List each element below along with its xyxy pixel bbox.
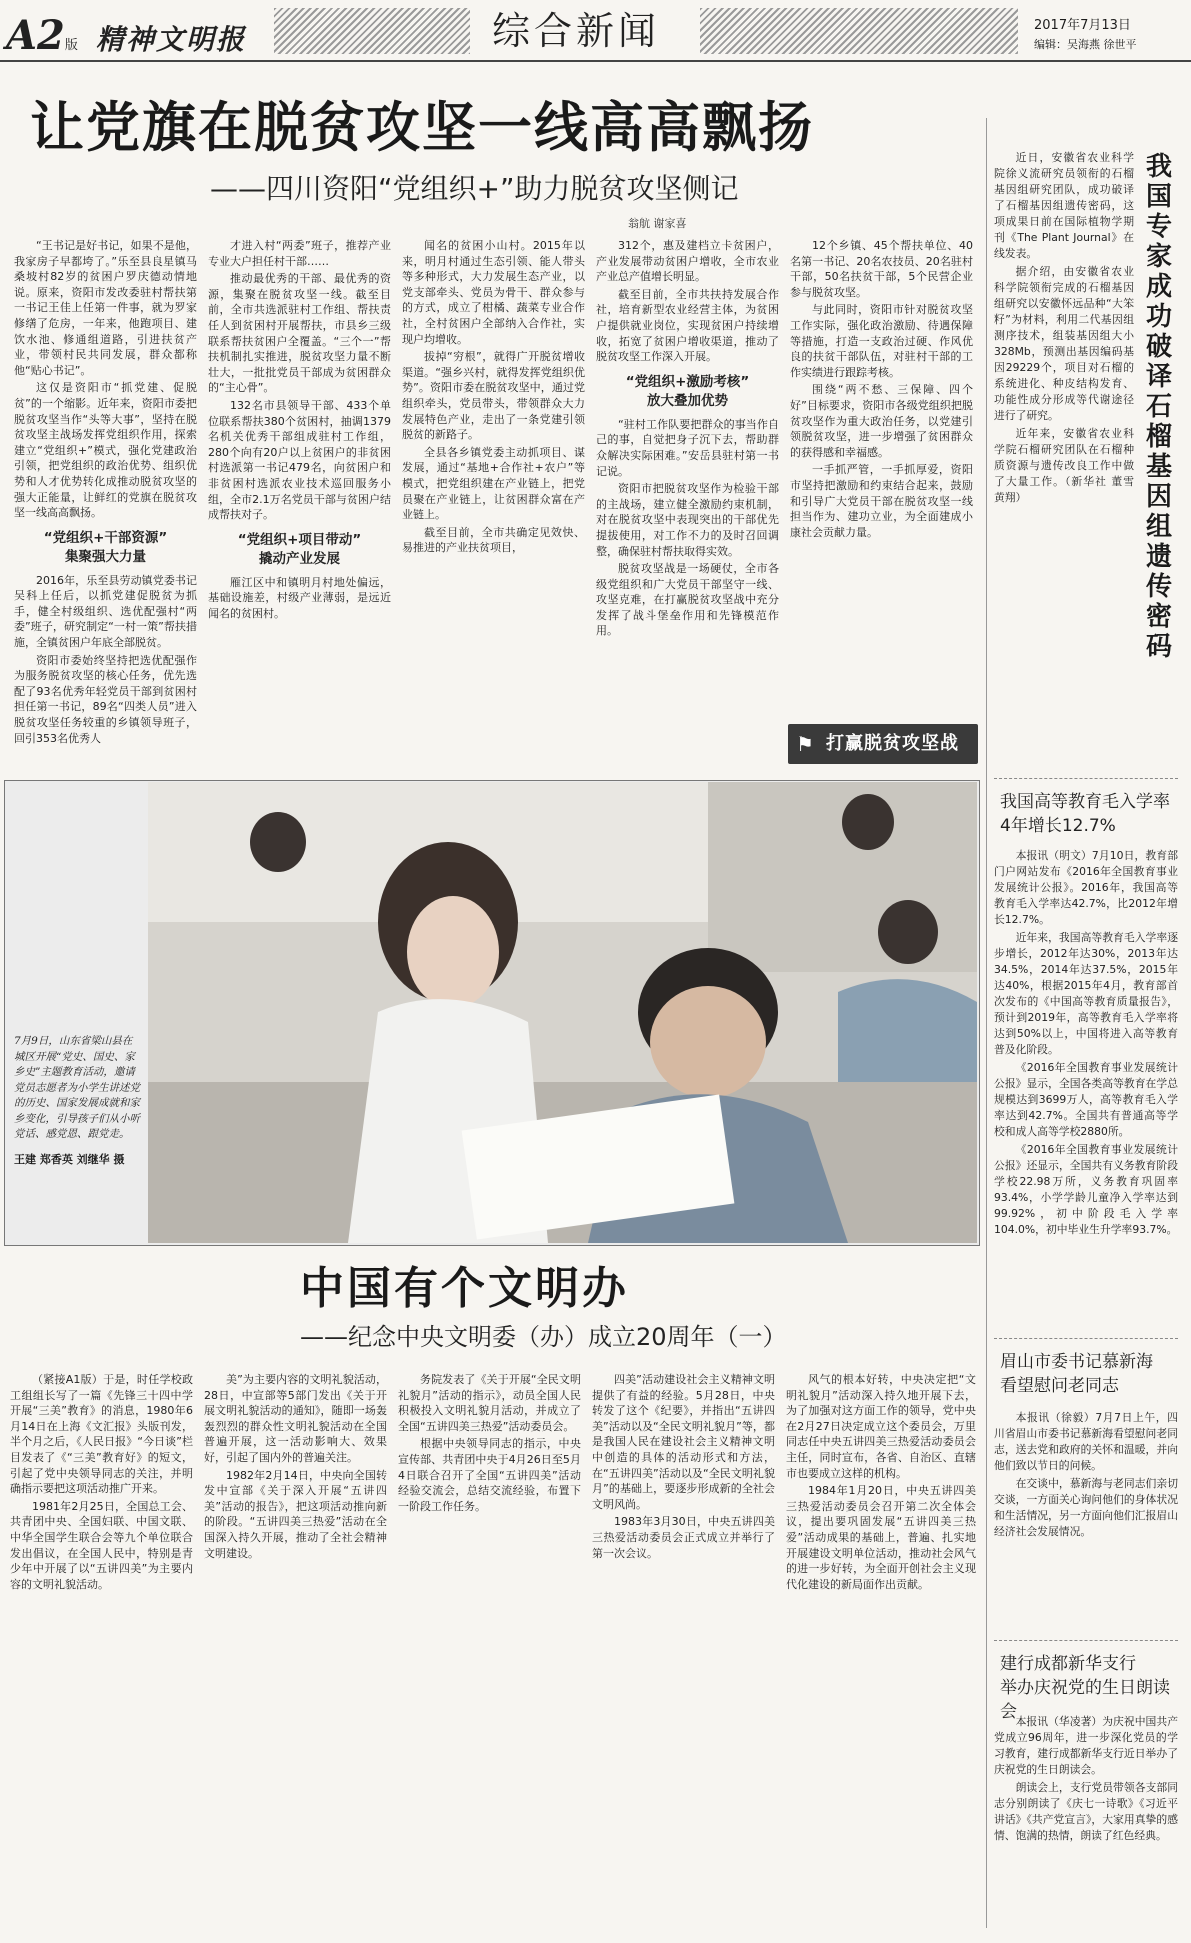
sidebar-divider — [986, 118, 987, 1928]
feature-subhead: ——纪念中央文明委（办）成立20周年（一） — [300, 1323, 787, 1351]
feature-column-4 — [592, 1372, 775, 1932]
lead-subhead: ——四川资阳“党组织+”助力脱贫攻坚侧记 — [210, 172, 739, 205]
paragraph: 推动最优秀的干部、最优秀的资源，集聚在脱贫攻坚一线。截至目前，全市共选派驻村工作组、帮扶责任人到贫困村开展帮扶，市县乡三级联系帮扶贫困户全覆盖。“三个一”帮扶机制扎实推进，脱贫攻坚力量不断壮大，一批批党员干部成为贫困群众的“主心骨”。 — [208, 272, 391, 395]
sidebar-title-1: 我国专家成功破译石榴基因组遗传密码 — [1146, 152, 1173, 662]
sidebar-title-3: 眉山市委书记慕新海 看望慰问老同志 — [1000, 1352, 1153, 1396]
paragraph: 美”为主要内容的文明礼貌活动，28日，中宣部等5部门发出《关于开展文明礼貌活动的通知》，随即一场轰轰烈烈的群众性文明礼貌活动在全国普遍开展，这一活动影响大、效果好，引起了国内外的普遍关注。 — [204, 1373, 387, 1464]
paragraph: 2016年，乐至县劳动镇党委书记吴科上任后，以抓党建促脱贫为抓手，健全村级组织、选优配强村“两委”班子，研究制定“一村一策”帮扶措施，全镇贫困户年底全部脱贫。 — [14, 573, 197, 650]
paragraph: 资阳市委始终坚持把选优配强作为服务脱贫攻坚的核心任务，优先选配了93名优秀年轻党员干部到贫困村担任第一书记，89名“四类人员”进入脱贫攻坚任务较重的乡镇领导班子，回引353名优秀人 — [14, 653, 197, 745]
sidebar-story-4 — [994, 1714, 1178, 1930]
paragraph: 这仅是资阳市“抓党建、促脱贫”的一个缩影。近年来，资阳市委把脱贫攻坚当作“头等大事”，坚持在脱贫攻坚主战场发挥党组织作用，探索建立“党组织+”模式，强化党建政治引领，把党组织的政治优势、组织优势和人才优势转化成推动脱贫攻坚的强大正能量，让鲜红的党旗在脱贫攻坚一线高高飘扬。 — [14, 381, 197, 520]
paragraph: 近年来，安徽省农业科学院石榴研究团队在石榴种质资源与遗传改良工作中做了大量工作。（新华社 董雪 黄翔） — [994, 427, 1134, 504]
paragraph: 雁江区中和镇明月村地处偏远，基础设施差，村级产业薄弱，是远近闻名的贫困村。 — [208, 575, 391, 620]
lead-byline: 翁航 谢家喜 — [628, 217, 687, 230]
photo-caption-block — [14, 1034, 140, 1234]
paragraph: 1982年2月14日，中央向全国转发中宣部《关于深入开展“五讲四美”活动的报告》，把这项活动推向新的阶段。“五讲四美三热爱”活动在全国深入持久开展，推动了全社会精神文明建设。 — [204, 1468, 387, 1560]
paragraph: 132名市县领导干部、433个单位联系帮扶380个贫困村，抽调1379名机关优秀干部组成驻村工作组，280个向有20户以上贫困户的非贫困村选派第一书记479名，向贫困户和非贫困村选派农业技术巡回服务小组，全市2.1万名党员干部与贫困户结成帮扶对子。 — [208, 398, 391, 522]
paragraph: 全县各乡镇党委主动抓项目、谋发展，通过“基地+合作社+农户”等模式，把党组织建在产业链上，把党员聚在产业链上，让贫困群众富在产业链上。 — [402, 445, 585, 522]
masthead — [0, 0, 1191, 70]
sidebar-story-1 — [994, 150, 1134, 768]
section-subhead: “党组织+干部资源” 集聚强大力量 — [43, 529, 168, 565]
paragraph: 《2016年全国教育事业发展统计公报》还显示，全国共有义务教育阶段学校22.98万所，义务教育巩固率93.4%，小学学龄儿童净入学率达到99.92%，初中阶段毛入学率104.0%，初中毕业生升学率93.7%。 — [994, 1143, 1178, 1236]
lead-headline: 让党旗在脱贫攻坚一线高高飘扬 — [30, 96, 814, 159]
sidebar-separator — [994, 778, 1178, 779]
paragraph: 据介绍，由安徽省农业科学院领衔完成的石榴基因组研究以安徽怀远品种“大笨籽”为材料，利用二代基因组测序技术，组装基因组大小328Mb，预测出基因编码基因29229个，项目对石榴的系统进化、种皮结构发育、功能性成分形成等代谢途径进行了研究。 — [994, 265, 1134, 422]
paragraph: 才进入村“两委”班子，推荐产业专业大户担任村干部…… — [208, 239, 391, 268]
paragraph: （紧接A1版）于是，时任学校政工组组长写了一篇《先锋三十四中学开展“三美”教育》的消息，1980年6月14日在上海《文汇报》头版刊发，半个月之后，《人民日报》“今日谈”栏目发表了《“三美”教育好》的短文，引起了党中央领导同志的关注，并明确指示要把这项活动推广开来。 — [10, 1373, 193, 1496]
section-subhead: “党组织+项目带动” 撬动产业发展 — [237, 531, 362, 567]
sidebar-separator — [994, 1640, 1178, 1641]
feature-column-2 — [204, 1372, 387, 1932]
masthead-rule — [0, 60, 1191, 62]
feature-column-5 — [786, 1372, 976, 1932]
sidebar-title-2: 我国高等教育毛入学率 4年增长12.7% — [1000, 792, 1170, 836]
lead-column-4 — [596, 238, 779, 768]
paragraph: 本报讯（徐毅）7月7日上午，四川省眉山市委书记慕新海看望慰问老同志，送去党和政府的关怀和温暖，并向他们致以节日的问候。 — [994, 1411, 1178, 1472]
feature-headline: 中国有个文明办 — [300, 1263, 629, 1314]
page-editors: 编辑：吴海燕 徐世平 — [1034, 38, 1137, 51]
paragraph: 近年来，我国高等教育毛入学率逐步增长，2012年达30%，2013年达34.5%，2014年达37.5%，2015年达40%，根据2015年4月，教育部首次发布的《中国高等教育质量报告》，预计到2019年，高等教育毛入学率将达到50%以上，中国将进入高等教育普及化阶段。 — [994, 931, 1178, 1056]
feature-column-1 — [10, 1372, 193, 1932]
paragraph: 近日，安徽省农业科学院徐义流研究员领衔的石榴基因组研究团队，成功破译了石榴基因组遗传密码，这项成果日前在国际植物学期刊《The Plant Journal》在线发表。 — [994, 151, 1134, 260]
paragraph: 朗读会上，支行党员带领各支部同志分别朗读了《庆七一诗歌》《习近平讲话》《共产党宣言》，大家用真挚的感情、饱满的热情，朗读了红色经典。 — [994, 1781, 1178, 1842]
paragraph: 截至目前，全市共确定见效快、易推进的产业扶贫项目， — [402, 525, 585, 555]
paragraph: “王书记是好书记，如果不是他，我家房子早都垮了。”乐至县良星镇马桑坡村82岁的贫困户罗庆德动情地说。原来，资阳市发改委驻村帮扶第一书记王佳上任第一件事，就为罗家修缮了危房，一年来，他跑项目、建饮水池、修通组道路，引进扶贫产业，带领村民共同发展，群众都称他“贴心书记”。 — [14, 239, 197, 377]
paragraph: 风气的根本好转，中央决定把“文明礼貌月”活动深入持久地开展下去，为了加强对这方面工作的领导，党中央在2月27日决定成立这个委员会，万里同志任中央五讲四美三热爱活动委员会主任，同时宣布，各省、自治区、直辖市也要成立这样的机构。 — [786, 1373, 976, 1480]
paragraph: 一手抓严管，一手抓厚爱，资阳市坚持把激励和约束结合起来，鼓励和引导广大党员干部在脱贫攻坚一线担当作为、建功立业，为全面建成小康社会贡献力量。 — [790, 463, 973, 539]
paragraph: 1983年3月30日，中央五讲四美三热爱活动委员会正式成立并举行了第一次会议。 — [592, 1515, 775, 1560]
paragraph: 与此同时，资阳市针对脱贫攻坚工作实际，强化政治激励、待遇保障等措施，打造一支政治过硬、作风优良的扶贫干部队伍，对驻村干部的工作实绩进行跟踪考核。 — [790, 303, 973, 379]
sidebar-title-4: 建行成都新华支行 举办庆祝党的生日朗读会 — [1000, 1654, 1170, 1722]
paragraph: 根据中央领导同志的指示，中央宣传部、共青团中央于4月26日至5月4日联合召开了全国“五讲四美”活动经验交流会，总结交流经验，布置下一阶段工作任务。 — [398, 1437, 581, 1513]
sidebar-story-2 — [994, 848, 1178, 1330]
section-subhead: “党组织+激励考核” 放大叠加优势 — [625, 373, 750, 409]
lead-column-3 — [402, 238, 585, 768]
paragraph: 312个，惠及建档立卡贫困户，产业发展带动贫困户增收，全市农业产业总产值增长明显。 — [596, 239, 779, 284]
paragraph: 务院发表了《关于开展“全民文明礼貌月”活动的指示》，动员全国人民积极投入文明礼貌月活动，并成立了全国“五讲四美三热爱”活动委员会。 — [398, 1373, 581, 1433]
flag-icon: ⚑ — [796, 732, 814, 756]
paragraph: 12个乡镇、45个帮扶单位、40名第一书记、20名农技员、20名驻村干部，50名扶贫干部，5个民营企业参与脱贫攻坚。 — [790, 239, 973, 299]
paragraph: “驻村工作队要把群众的事当作自己的事，自觉把身子沉下去，帮助群众解决实际困难。”安岳县驻村第一书记说。 — [596, 417, 779, 478]
paragraph: 本报讯（明文）7月10日，教育部门户网站发布《2016年全国教育事业发展统计公报》。2016年，我国高等教育毛入学率达42.7%，比2012年增长12.7%。 — [994, 849, 1178, 926]
paragraph: 脱贫攻坚战是一场硬仗，全市各级党组织和广大党员干部坚守一线、攻坚克难，在打赢脱贫攻坚战中充分发挥了战斗堡垒作用和先锋模范作用。 — [596, 562, 779, 638]
sidebar-separator — [994, 1338, 1178, 1339]
paragraph: 《2016年全国教育事业发展统计公报》显示，全国各类高等教育在学总规模达到3699万人，高等教育毛入学率达到42.7%。全国共有普通高等学校和成人高等学校2880所。 — [994, 1061, 1178, 1138]
page-number: A2版 — [6, 12, 78, 59]
paragraph: 本报讯（华凌著）为庆祝中国共产党成立96周年，进一步深化党员的学习教育，建行成都新华支行近日举办了庆祝党的生日朗读会。 — [994, 1715, 1178, 1776]
paragraph: 四美”活动建设社会主义精神文明提供了有益的经验。5月28日，中央转发了这个《纪要》，并指出“五讲四美”活动以及“全民文明礼貌月”等，都是我国人民在建设社会主义精神文明中创造的具体的活动形式和方法，在“五讲四美”活动以及“全民文明礼貌月”的基础上，要逐步形成新的全社会文明风尚。 — [592, 1373, 775, 1511]
lead-column-5 — [790, 238, 973, 718]
paragraph: 资阳市把脱贫攻坚作为检验干部的主战场，建立健全激励约束机制，对在脱贫攻坚中表现突出的干部优先提拔使用，对工作不力的及时召回调整，确保驻村帮扶取得实效。 — [596, 482, 779, 558]
classroom-photo — [148, 782, 977, 1243]
paragraph: 闻名的贫困小山村。2015年以来，明月村通过生态引领、能人带头等多种形式，大力发展生态产业，以党支部牵头、党员为骨干、群众参与的方式，成立了柑橘、蔬菜专业合作社，全村贫困户全部纳入合作社，实现户均增收。 — [402, 239, 585, 346]
paragraph: 1984年1月20日，中央五讲四美三热爱活动委员会召开第二次全体会议，提出要巩固发展“五讲四美三热爱”活动成果的基础上，普遍、扎实地开展建设文明单位活动，推动社会风气的进一步好转，为全面开创社会主义现代化建设的新局面作出贡献。 — [786, 1484, 976, 1591]
lead-column-1 — [14, 238, 197, 768]
paragraph: 1981年2月25日，全国总工会、共青团中央、全国妇联、中国文联、中华全国学生联合会等九个单位联合发出倡议，在全国人民中，特别是青少年中开展了以“五讲四美”为主要内容的文明礼貌活动。 — [10, 1499, 193, 1591]
paragraph: 在交谈中，慕新海与老同志们亲切交谈，一方面关心询问他们的身体状况和生活情况，另一方面向他们汇报眉山经济社会发展情况。 — [994, 1477, 1178, 1538]
badge-label: 打赢脱贫攻坚战 — [826, 733, 959, 754]
section-name: 综合新闻 — [492, 9, 661, 53]
paper-name: 精神文明报 — [96, 23, 247, 56]
campaign-badge — [788, 724, 978, 764]
paragraph: 拔掉“穷根”，就得广开脱贫增收渠道。“强乡兴村，就得发挥党组织优势”。资阳市委在脱贫攻坚中，通过党组织牵头，党员带头，带领群众大力发展特色产业，走出了一条党建引领脱贫的新路子。 — [402, 350, 585, 442]
feature-column-3 — [398, 1372, 581, 1932]
photo-caption: 7月9日，山东省梁山县在城区开展“党史、国史、家乡史”主题教育活动，邀请党员志愿者为小学生讲述党的历史、国家发展成就和家乡变化，引导孩子们从小听党话、感党恩、跟党走。 — [14, 1035, 140, 1140]
issue-date: 2017年7月13日 — [1034, 18, 1131, 33]
masthead-stripe-right — [700, 8, 1018, 54]
lead-column-2 — [208, 238, 391, 768]
paragraph: 围绕“两不愁、三保障、四个好”目标要求，资阳市各级党组织把脱贫攻坚作为重大政治任务，以党建引领脱贫攻坚，进一步增强了贫困群众的获得感和幸福感。 — [790, 383, 973, 459]
sidebar-story-3 — [994, 1410, 1178, 1632]
paragraph: 截至目前，全市共扶持发展合作社，培育新型农业经营主体，为贫困户提供就业岗位，实现贫困户持续增收，拓宽了贫困户增收渠道，推动了脱贫攻坚工作深入开展。 — [596, 287, 779, 364]
masthead-stripe — [274, 8, 470, 54]
photo-credit: 王建 郑香英 刘继华 摄 — [14, 1152, 125, 1166]
